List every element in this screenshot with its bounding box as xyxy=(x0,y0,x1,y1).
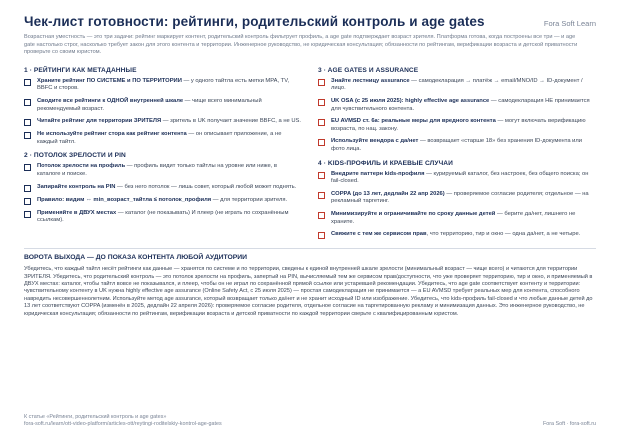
checkbox-icon[interactable] xyxy=(318,79,325,86)
checklist-item-text xyxy=(37,98,302,113)
checklist-item xyxy=(24,131,302,146)
checkbox-icon[interactable] xyxy=(318,172,325,179)
checklist-item-detail: — самодекларация НЕ принимается для чувствительного контента. xyxy=(331,97,590,112)
checklist-item-text xyxy=(37,163,302,178)
checklist-item-text xyxy=(331,98,596,113)
section-title: 2 · ПОТОЛОК ЗРЕЛОСТИ И PIN xyxy=(24,152,126,160)
checklist-item xyxy=(24,184,302,192)
checklist-item xyxy=(318,211,596,226)
checkbox-icon[interactable] xyxy=(318,99,325,106)
checklist-item xyxy=(318,138,596,153)
checkbox-icon[interactable] xyxy=(24,164,31,171)
checklist-item-detail: — для территории зрителя. xyxy=(211,196,288,203)
checklist-item-heading: Свяжите с тем же сервисом прав xyxy=(331,231,427,238)
checklist-columns xyxy=(24,63,596,244)
section-title: 4 · KIDS-ПРОФИЛЬ И КРАЕВЫЕ СЛУЧАИ xyxy=(318,159,454,167)
checklist-item-heading: COPPA (до 13 лет, дедлайн 22 апр 2026) xyxy=(331,190,445,197)
checklist-item-text xyxy=(37,197,287,205)
checklist-item-heading: Применяйте в ДВУХ местах xyxy=(37,209,117,216)
checklist-item xyxy=(24,118,302,126)
checklist-item-text xyxy=(37,184,296,192)
right-column xyxy=(318,63,596,244)
checkbox-icon[interactable] xyxy=(318,139,325,146)
checklist-item-text xyxy=(331,231,580,239)
exit-gate-text: Убедитесь, что каждый тайтл несёт рейтинги как данные — хранятся по системе и по территории, сведены к единой внутренней шкале зрелости (минимальный возраст — чище всего) и читаются для территории ЗРИТЕЛЯ. Убедитесь, что родительский контроль — это потолок зрелости на профиль, запертый на PIN, вычисляемый тем же сервисом прав/доступности, что уже проверяет территорию, тир и окно, и применяемый в ДВУХ местах: каталог, чтобы тайтл вовсе не показывался, и плеер, чтобы он не играл по сохранённой прямой ссылке или устаревшей рекомендации. Убедитесь, что age gate соответствует контенту и территории: чувствительному контенту в UK нужна highly effective age assurance (Online Safety Act, с 25 июля 2025) — простая самодекларация не принимается — а EU AVMSD требует реальных мер для контента, способного навредить несовершеннолетним. Используйте метод age assurance, который возвращает только да/нет и не хранит исходный ID или изображение. Убедитесь, что kids-профиль fail-closed и что любые данные детей до 13 лет соответствуют COPPA (изменён в 2025, дедлайн 22 апреля 2026): проверяемое согласие родителя, отдельное согласие на таргетированную рекламу и минимизация данных. Это инженерное руководство, не юридическая консультация; обязанности по рейтингам, верификации возраста и детской приватности по каждой территории сверьте с квалифицированным юристом. xyxy=(24,266,593,317)
checklist-item-detail: — у одного тайтла есть метки MPA, TV, BBFC и сторов. xyxy=(37,77,290,92)
checklist-item-heading: Потолок зрелости на профиль xyxy=(37,163,126,170)
checklist-item-heading: Сводите все рейтинги к ОДНОЙ внутренней шкале xyxy=(37,97,184,104)
checklist-item-heading: Минимизируйте и ограничивайте по сроку данные детей xyxy=(331,210,496,217)
checklist-item-detail: — зритель в UK получает значение BBFC, а не US. xyxy=(161,118,302,125)
page-title: Чек-лист готовности: рейтинги, родительский контроль и age gates xyxy=(24,14,485,29)
checklist-item xyxy=(24,210,302,225)
checkbox-icon[interactable] xyxy=(24,185,31,192)
footer-credit: Fora Soft · fora-soft.ru xyxy=(542,421,596,427)
checkbox-icon[interactable] xyxy=(318,232,325,239)
checklist-item-heading: Запирайте контроль на PIN xyxy=(37,183,116,190)
header xyxy=(24,14,596,29)
checklist-item xyxy=(318,78,596,93)
section-title: 3 · AGE GATES И ASSURANCE xyxy=(318,66,419,74)
checklist-item-heading: Внедрите паттерн kids-профиля xyxy=(331,170,425,177)
checklist-item-detail: — берите да/нет, лишнего не храните. xyxy=(331,210,576,225)
checklist-item-text xyxy=(331,118,596,133)
checklist-item-text xyxy=(37,78,302,93)
checklist-item-detail: — без него потолок — лишь совет, который любой может поднять. xyxy=(115,183,297,190)
checklist-item-text xyxy=(37,118,301,126)
brand-label: Fora Soft Learn xyxy=(543,19,596,28)
checkbox-icon[interactable] xyxy=(318,192,325,199)
checkbox-icon[interactable] xyxy=(318,212,325,219)
checklist-item-heading: Правило: видим ⇔ min_возраст_тайтла ≤ потолок_профиля xyxy=(37,196,212,203)
checklist-item-detail: — самодекларация → платёж → email/MNO/ID → ID-документ / лицо. xyxy=(331,77,583,92)
checklist-item-detail: — профиль видит только тайтлы на уровне или ниже, в каталоге и поиске. xyxy=(37,163,277,177)
checklist-item-text xyxy=(331,211,596,226)
checklist-item xyxy=(318,98,596,113)
checklist-item-text xyxy=(37,210,302,225)
checklist-item-detail: — чище всего минимальный рекомендуемый возраст. xyxy=(37,97,262,112)
checklist-item-text xyxy=(331,171,596,186)
checklist-item-heading: UK OSA (с 25 июля 2025): highly effective age assurance xyxy=(331,97,490,104)
footer-article-caption: К статье «Рейтинги, родительский контроль и age gates» xyxy=(24,414,167,420)
checklist-item xyxy=(318,118,596,133)
checklist-item-detail: — проверяемое согласие родителя; отдельное — на рекламный таргетинг. xyxy=(331,190,589,205)
checklist-item-detail: , что территорию, тир и окно — одна да/нет, а не четыре. xyxy=(426,231,581,238)
checklist-item-text xyxy=(331,191,596,206)
checkbox-icon[interactable] xyxy=(318,119,325,126)
checkbox-icon[interactable] xyxy=(24,79,31,86)
intro-text: Возрастная уместность — это три задачи: рейтинг маркирует контент, родительский контроль фильтрует профиль, а age gate подтверждает возраст зрителя. Платформа готова, когда построены все три — и age gate настолько строг, насколько требует закон для этого контента и территории. Инженерное руководство, не юридическая консультация; обязанности по рейтингам, верификации возраста и детской приватности проверьте со своим юристом. xyxy=(24,34,578,56)
checkbox-icon[interactable] xyxy=(24,211,31,218)
section-title: 1 · РЕЙТИНГИ КАК МЕТАДАННЫЕ xyxy=(24,66,137,74)
checklist-item-heading: Не используйте рейтинг стора как рейтинг контента xyxy=(37,131,187,138)
checklist-item xyxy=(318,191,596,206)
checklist-item-detail: — он описывает приложение, а не каждый тайтл. xyxy=(37,131,282,145)
footer-article-link[interactable]: fora-soft.ru/learn/ott-video-platform/articles-ott/reytingi-roditelskiy-kontrol-age-gates xyxy=(24,421,222,427)
checkbox-icon[interactable] xyxy=(24,132,31,139)
checklist-item-detail: — возвращает «старше 18» без хранения ID-документа или фото лица. xyxy=(331,138,583,152)
checklist-item-heading: EU AVMSD ст. 6a: реальные меры для вредного контента xyxy=(331,118,496,125)
left-column xyxy=(24,63,302,244)
checklist-item-heading: Используйте вендора с да/нет xyxy=(331,138,419,145)
checkbox-icon[interactable] xyxy=(24,198,31,205)
footer xyxy=(24,414,596,428)
checklist-item xyxy=(318,231,596,239)
checklist-item xyxy=(24,98,302,113)
checklist-item xyxy=(24,78,302,93)
exit-gate-title: ВОРОТА ВЫХОДА — ДО ПОКАЗА КОНТЕНТА ЛЮБОЙ АУДИТОРИИ xyxy=(24,248,596,261)
checklist-item-detail: — каталог (не показывать) И плеер (не играть по сохранённым ссылкам). xyxy=(37,209,289,224)
checklist-item-text xyxy=(331,138,596,153)
checkbox-icon[interactable] xyxy=(24,119,31,126)
checkbox-icon[interactable] xyxy=(24,99,31,106)
checklist-item-detail: — курируемый каталог, без настроек, без общего поиска; он fail-closed. xyxy=(331,170,589,185)
checklist-item-text xyxy=(331,78,596,93)
checklist-item-heading: Храните рейтинг ПО СИСТЕМЕ и ПО ТЕРРИТОРИИ xyxy=(37,77,182,84)
checklist-item-text xyxy=(37,131,302,146)
checklist-item-heading: Знайте лестницу assurance xyxy=(331,77,410,84)
checklist-item-detail: — могут включать верификацию возраста, по нац. закону. xyxy=(331,118,586,132)
checklist-item xyxy=(24,197,302,205)
footer-left xyxy=(24,414,222,428)
checklist-item xyxy=(318,171,596,186)
checklist-item xyxy=(24,163,302,178)
checklist-item-heading: Читайте рейтинг для территории ЗРИТЕЛЯ xyxy=(37,118,162,125)
